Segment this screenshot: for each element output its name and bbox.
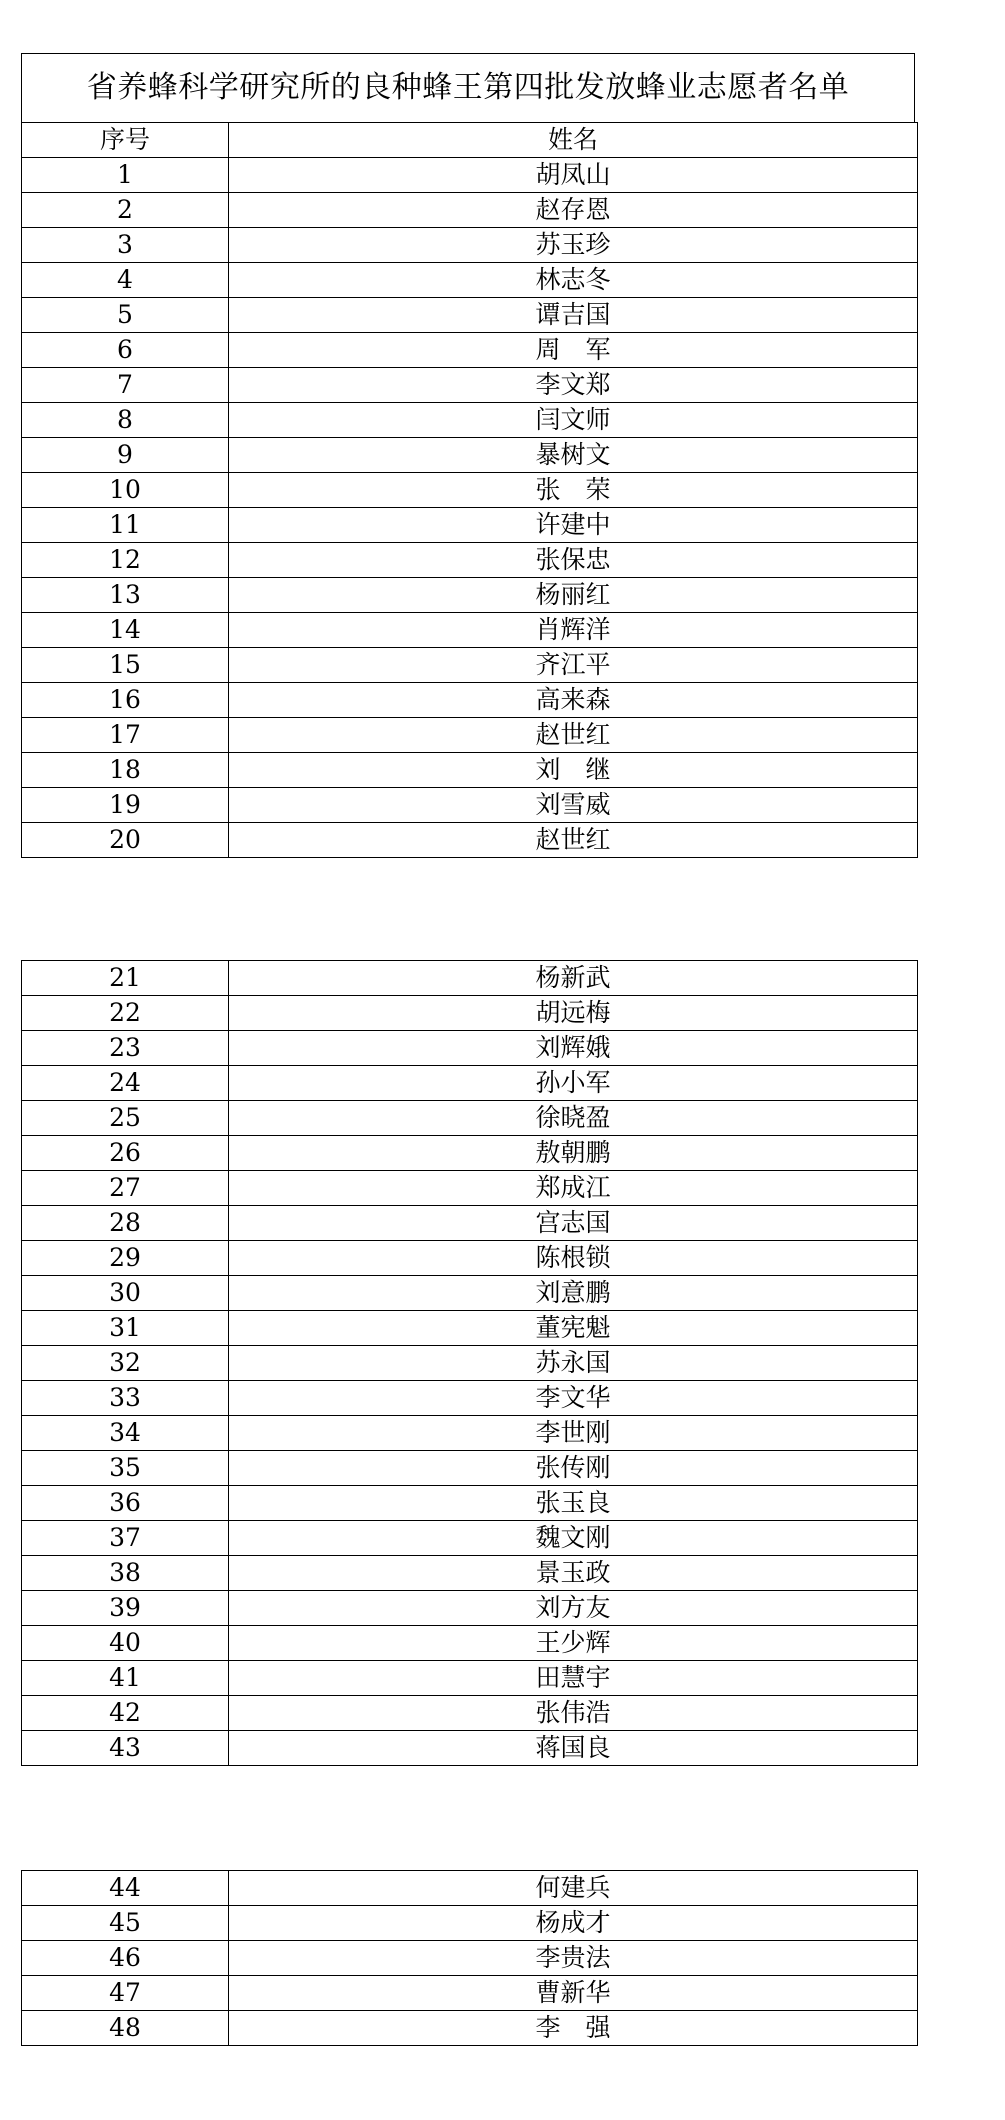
table-row bbox=[22, 2011, 918, 2046]
table-row bbox=[22, 1206, 918, 1241]
row-number: 17 bbox=[22, 718, 229, 753]
row-name: 刘 继 bbox=[229, 753, 918, 788]
row-number: 38 bbox=[22, 1556, 229, 1591]
row-number: 22 bbox=[22, 996, 229, 1031]
row-number: 10 bbox=[22, 473, 229, 508]
row-name: 李文郑 bbox=[229, 368, 918, 403]
row-number: 2 bbox=[22, 193, 229, 228]
table-row bbox=[22, 1311, 918, 1346]
table-row bbox=[22, 648, 918, 683]
row-number: 7 bbox=[22, 368, 229, 403]
row-name: 胡凤山 bbox=[229, 158, 918, 193]
row-number: 35 bbox=[22, 1451, 229, 1486]
row-name: 刘辉娥 bbox=[229, 1031, 918, 1066]
row-number: 28 bbox=[22, 1206, 229, 1241]
row-number: 47 bbox=[22, 1976, 229, 2011]
row-number: 21 bbox=[22, 961, 229, 996]
table-row bbox=[22, 368, 918, 403]
row-name: 魏文刚 bbox=[229, 1521, 918, 1556]
row-number: 27 bbox=[22, 1171, 229, 1206]
table-row bbox=[22, 823, 918, 858]
row-number: 25 bbox=[22, 1101, 229, 1136]
table-row bbox=[22, 1906, 918, 1941]
row-name: 赵世红 bbox=[229, 823, 918, 858]
row-name: 齐江平 bbox=[229, 648, 918, 683]
row-number: 44 bbox=[22, 1871, 229, 1906]
table-row bbox=[22, 263, 918, 298]
table-row bbox=[22, 1696, 918, 1731]
table-row bbox=[22, 1871, 918, 1906]
row-name: 苏永国 bbox=[229, 1346, 918, 1381]
row-name: 张玉良 bbox=[229, 1486, 918, 1521]
row-name: 张保忠 bbox=[229, 543, 918, 578]
row-name: 林志冬 bbox=[229, 263, 918, 298]
row-number: 29 bbox=[22, 1241, 229, 1276]
row-name: 李文华 bbox=[229, 1381, 918, 1416]
volunteer-table-block-1 bbox=[21, 122, 918, 858]
row-name: 景玉政 bbox=[229, 1556, 918, 1591]
volunteer-table-block-2 bbox=[21, 960, 918, 1766]
row-name: 董宪魁 bbox=[229, 1311, 918, 1346]
table-row bbox=[22, 1451, 918, 1486]
row-name: 许建中 bbox=[229, 508, 918, 543]
header-name: 姓名 bbox=[229, 123, 918, 158]
row-name: 张传刚 bbox=[229, 1451, 918, 1486]
document-title: 省养蜂科学研究所的良种蜂王第四批发放蜂业志愿者名单 bbox=[86, 70, 850, 105]
row-number: 42 bbox=[22, 1696, 229, 1731]
row-number: 5 bbox=[22, 298, 229, 333]
row-name: 暴树文 bbox=[229, 438, 918, 473]
table-row bbox=[22, 1941, 918, 1976]
row-name: 张 荣 bbox=[229, 473, 918, 508]
row-number: 11 bbox=[22, 508, 229, 543]
table-row bbox=[22, 578, 918, 613]
row-number: 18 bbox=[22, 753, 229, 788]
table-row bbox=[22, 1661, 918, 1696]
row-number: 6 bbox=[22, 333, 229, 368]
table-row bbox=[22, 158, 918, 193]
row-name: 刘方友 bbox=[229, 1591, 918, 1626]
row-name: 赵世红 bbox=[229, 718, 918, 753]
row-number: 20 bbox=[22, 823, 229, 858]
table-row bbox=[22, 1521, 918, 1556]
table-row bbox=[22, 1031, 918, 1066]
row-name: 杨丽红 bbox=[229, 578, 918, 613]
row-number: 48 bbox=[22, 2011, 229, 2046]
table-row bbox=[22, 1346, 918, 1381]
row-number: 3 bbox=[22, 228, 229, 263]
row-name: 孙小军 bbox=[229, 1066, 918, 1101]
row-name: 王少辉 bbox=[229, 1626, 918, 1661]
row-number: 26 bbox=[22, 1136, 229, 1171]
volunteer-table-block-3 bbox=[21, 1870, 918, 2046]
row-name: 李世刚 bbox=[229, 1416, 918, 1451]
row-number: 37 bbox=[22, 1521, 229, 1556]
row-number: 32 bbox=[22, 1346, 229, 1381]
row-name: 刘意鹏 bbox=[229, 1276, 918, 1311]
row-name: 杨新武 bbox=[229, 961, 918, 996]
table-row bbox=[22, 788, 918, 823]
table-row bbox=[22, 613, 918, 648]
row-name: 郑成江 bbox=[229, 1171, 918, 1206]
table-row bbox=[22, 1101, 918, 1136]
table-header-row bbox=[22, 123, 918, 158]
table-row bbox=[22, 1066, 918, 1101]
row-name: 陈根锁 bbox=[229, 1241, 918, 1276]
table-row bbox=[22, 683, 918, 718]
table-row bbox=[22, 193, 918, 228]
row-number: 16 bbox=[22, 683, 229, 718]
table-row bbox=[22, 228, 918, 263]
row-number: 19 bbox=[22, 788, 229, 823]
row-name: 周 军 bbox=[229, 333, 918, 368]
table-row bbox=[22, 1381, 918, 1416]
row-name: 徐晓盈 bbox=[229, 1101, 918, 1136]
row-name: 胡远梅 bbox=[229, 996, 918, 1031]
table-row bbox=[22, 1486, 918, 1521]
row-name: 田慧宇 bbox=[229, 1661, 918, 1696]
row-number: 33 bbox=[22, 1381, 229, 1416]
row-name: 赵存恩 bbox=[229, 193, 918, 228]
table-row bbox=[22, 1626, 918, 1661]
row-name: 刘雪威 bbox=[229, 788, 918, 823]
table-row bbox=[22, 1276, 918, 1311]
document-title-cell bbox=[21, 53, 915, 122]
row-name: 高来森 bbox=[229, 683, 918, 718]
row-number: 40 bbox=[22, 1626, 229, 1661]
table-row bbox=[22, 961, 918, 996]
table-row bbox=[22, 403, 918, 438]
row-number: 12 bbox=[22, 543, 229, 578]
row-number: 4 bbox=[22, 263, 229, 298]
table-row bbox=[22, 1976, 918, 2011]
row-number: 30 bbox=[22, 1276, 229, 1311]
row-name: 闫文师 bbox=[229, 403, 918, 438]
header-number: 序号 bbox=[22, 123, 229, 158]
row-number: 45 bbox=[22, 1906, 229, 1941]
row-name: 肖辉洋 bbox=[229, 613, 918, 648]
table-row bbox=[22, 298, 918, 333]
row-number: 8 bbox=[22, 403, 229, 438]
row-number: 23 bbox=[22, 1031, 229, 1066]
table-row bbox=[22, 1556, 918, 1591]
table-row bbox=[22, 1171, 918, 1206]
row-name: 何建兵 bbox=[229, 1871, 918, 1906]
row-number: 14 bbox=[22, 613, 229, 648]
table-row bbox=[22, 1731, 918, 1766]
row-number: 15 bbox=[22, 648, 229, 683]
row-name: 杨成才 bbox=[229, 1906, 918, 1941]
table-row bbox=[22, 473, 918, 508]
row-number: 31 bbox=[22, 1311, 229, 1346]
row-name: 敖朝鹏 bbox=[229, 1136, 918, 1171]
row-number: 13 bbox=[22, 578, 229, 613]
row-name: 蒋国良 bbox=[229, 1731, 918, 1766]
table-row bbox=[22, 508, 918, 543]
table-row bbox=[22, 438, 918, 473]
row-name: 李 强 bbox=[229, 2011, 918, 2046]
table-row bbox=[22, 1136, 918, 1171]
table-row bbox=[22, 543, 918, 578]
row-name: 宫志国 bbox=[229, 1206, 918, 1241]
row-name: 张伟浩 bbox=[229, 1696, 918, 1731]
table-row bbox=[22, 1591, 918, 1626]
row-number: 46 bbox=[22, 1941, 229, 1976]
row-name: 曹新华 bbox=[229, 1976, 918, 2011]
table-row bbox=[22, 333, 918, 368]
table-row bbox=[22, 753, 918, 788]
table-row bbox=[22, 1416, 918, 1451]
row-number: 24 bbox=[22, 1066, 229, 1101]
row-number: 39 bbox=[22, 1591, 229, 1626]
row-number: 36 bbox=[22, 1486, 229, 1521]
row-number: 34 bbox=[22, 1416, 229, 1451]
row-number: 9 bbox=[22, 438, 229, 473]
table-row bbox=[22, 996, 918, 1031]
row-number: 43 bbox=[22, 1731, 229, 1766]
row-number: 41 bbox=[22, 1661, 229, 1696]
row-name: 谭吉国 bbox=[229, 298, 918, 333]
row-name: 李贵法 bbox=[229, 1941, 918, 1976]
table-row bbox=[22, 718, 918, 753]
row-name: 苏玉珍 bbox=[229, 228, 918, 263]
table-row bbox=[22, 1241, 918, 1276]
row-number: 1 bbox=[22, 158, 229, 193]
